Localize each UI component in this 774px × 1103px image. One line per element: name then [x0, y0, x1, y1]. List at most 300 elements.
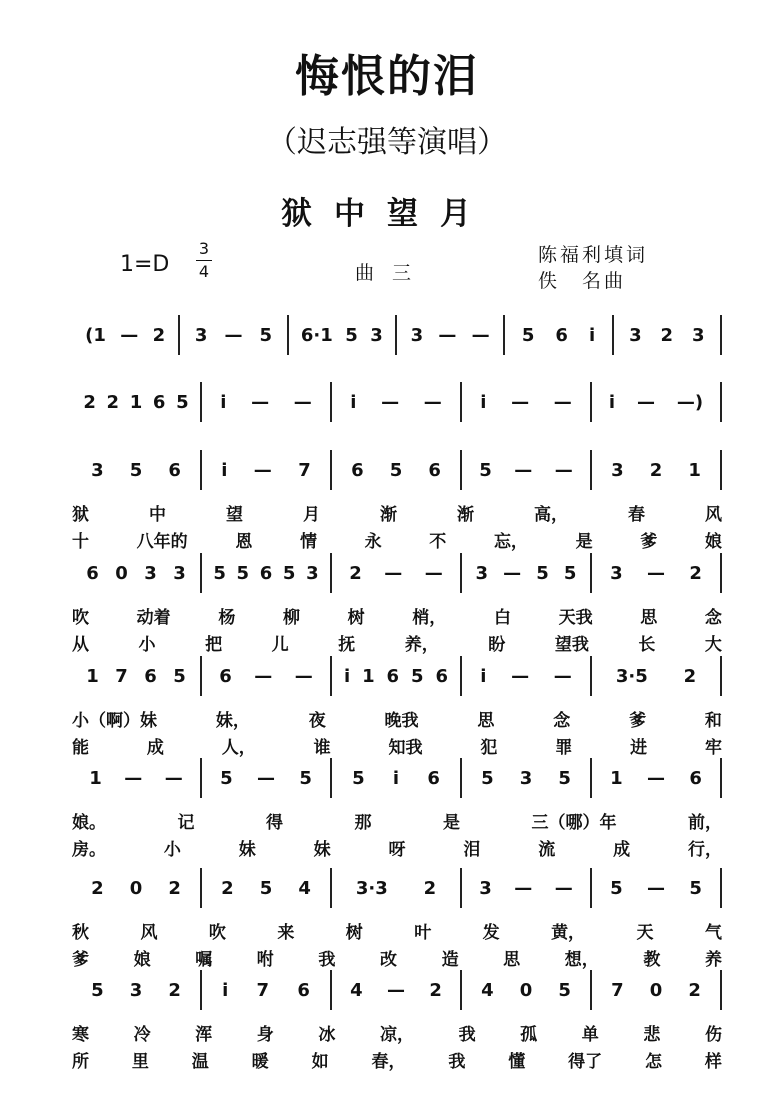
note: —: [553, 665, 572, 687]
lyric-syllable: 来: [277, 923, 295, 943]
note: 5: [689, 877, 702, 899]
note: 3: [479, 877, 492, 899]
album-title: 悔恨的泪: [295, 51, 479, 102]
measure-row: [72, 553, 722, 593]
note: 6: [259, 562, 273, 584]
score-line: [72, 450, 722, 490]
lyric-syllable: 树: [347, 608, 365, 628]
lyric-syllable: 人，: [221, 738, 256, 758]
lyric-syllable: 谁: [313, 738, 331, 758]
note: i: [608, 391, 616, 413]
lyric-syllable: 我: [448, 1052, 466, 1072]
lyric-syllable: 成: [146, 738, 164, 758]
measure-row: [72, 382, 722, 422]
note: 1: [362, 665, 375, 687]
measure: [590, 758, 722, 798]
score-line: [72, 656, 722, 696]
lyric-syllable: 得了: [568, 1052, 603, 1072]
note: —: [511, 391, 530, 413]
note: 4: [481, 979, 494, 1001]
note: 7: [298, 459, 311, 481]
lyric-syllable: 盼: [488, 635, 506, 655]
note: —: [251, 391, 270, 413]
tune-label: 曲三: [355, 262, 430, 284]
measure: [72, 970, 200, 1010]
measure: [200, 553, 330, 593]
note: —: [253, 459, 272, 481]
note: 0: [129, 877, 143, 899]
note: 5: [536, 562, 549, 584]
lyric-syllable: 凉，: [379, 1025, 414, 1045]
lyric-syllable: 爹: [72, 950, 89, 970]
lyric-syllable: 春: [628, 505, 645, 525]
note: 5: [259, 877, 273, 899]
lyric-syllable: 所: [72, 1052, 89, 1072]
lyric-line-1: [72, 1020, 722, 1045]
lyric-syllable: 房。: [72, 840, 106, 860]
measure-row: [72, 315, 722, 355]
note: 6: [86, 562, 99, 584]
lyric-syllable: 想，: [564, 950, 599, 970]
note: 5: [173, 665, 186, 687]
lyric-syllable: 娘: [133, 950, 151, 970]
measure: [460, 868, 590, 908]
note: —: [514, 877, 533, 899]
note: 3: [129, 979, 143, 1001]
score-line: [72, 553, 722, 593]
note: 5: [411, 665, 424, 687]
lyric-syllable: 温: [191, 1052, 209, 1072]
lyric-syllable: 抚: [338, 635, 356, 655]
note: —: [224, 324, 243, 346]
measure: [330, 382, 460, 422]
lyric-syllable: 月: [303, 505, 320, 525]
note: 5: [213, 562, 226, 584]
note: 5: [345, 324, 358, 346]
note: 3: [629, 324, 642, 346]
note: 2: [168, 979, 181, 1001]
note: —: [164, 767, 183, 789]
time-denominator: 4: [198, 262, 210, 281]
lyric-line-2: [72, 630, 722, 655]
lyric-line-1: [72, 500, 722, 525]
measure: [612, 315, 722, 355]
lyric-syllable: 养，: [404, 635, 439, 655]
note: —: [254, 665, 273, 687]
lyric-syllable: 知我: [388, 738, 423, 758]
note: 2: [423, 877, 437, 899]
lyric-line-1: [72, 603, 722, 628]
measure: [200, 868, 330, 908]
note: (1: [85, 324, 106, 346]
measure: [460, 450, 590, 490]
lyric-syllable: 大: [704, 635, 722, 655]
note: 7: [611, 979, 624, 1001]
note: 5: [610, 877, 623, 899]
lyric-syllable: 妹: [238, 840, 256, 860]
note: 6: [555, 324, 568, 346]
measure: [590, 382, 722, 422]
measure: [72, 382, 200, 422]
lyric-syllable: 秋: [72, 923, 89, 943]
lyric-syllable: 念: [553, 711, 571, 731]
lyric-syllable: 是: [575, 532, 593, 552]
note: 1: [86, 665, 99, 687]
lyric-syllable: 爹: [629, 711, 647, 731]
measure-row: [72, 868, 722, 908]
note: 5: [176, 391, 189, 413]
time-numerator: 3: [198, 239, 210, 258]
lyric-syllable: 改: [379, 950, 397, 970]
lyric-syllable: 思: [503, 950, 521, 970]
note: —: [503, 562, 522, 584]
note: 3: [306, 562, 319, 584]
note: 2: [106, 391, 120, 413]
lyric-syllable: 从: [72, 635, 89, 655]
note: i: [480, 391, 487, 413]
note: —: [257, 767, 275, 789]
lyric-syllable: 暖: [251, 1052, 269, 1072]
lyric-syllable: 儿: [271, 635, 289, 655]
note: 2: [688, 979, 701, 1001]
note: i: [222, 979, 229, 1001]
note: 3: [194, 324, 208, 346]
lyric-syllable: 望: [226, 505, 243, 525]
note: 6: [168, 459, 181, 481]
measure-row: [72, 450, 722, 490]
score-line: [72, 758, 722, 798]
note: 3: [691, 324, 705, 346]
measure: [72, 553, 200, 593]
lyric-line-2: [72, 945, 722, 970]
note: 3: [611, 459, 624, 481]
lyricist-credit: 陈福利填词: [538, 244, 649, 266]
lyric-syllable: 造: [441, 950, 459, 970]
lyric-syllable: 妹，: [215, 711, 250, 731]
measure: [200, 758, 330, 798]
note: 2: [349, 562, 362, 584]
note: 0: [649, 979, 663, 1001]
measure: [72, 758, 200, 798]
lyric-syllable: 呀: [388, 840, 406, 860]
lyric-line-1: [72, 706, 722, 731]
lyric-syllable: 风: [140, 923, 158, 943]
lyric-line-2: [72, 733, 722, 758]
note: 3·5: [615, 665, 648, 687]
note: 7: [256, 979, 270, 1001]
lyric-syllable: 中: [149, 505, 166, 525]
measure: [460, 656, 590, 696]
note: 2: [649, 459, 663, 481]
lyric-syllable: 懂: [508, 1052, 526, 1072]
lyric-syllable: 寒: [72, 1025, 89, 1045]
lyric-syllable: 身: [256, 1025, 274, 1045]
note: 6: [689, 767, 702, 789]
lyric-syllable: 十: [72, 532, 89, 552]
note: 4: [298, 877, 311, 899]
lyric-syllable: 永: [364, 532, 382, 552]
note: 5: [563, 562, 577, 584]
note: —: [387, 979, 405, 1001]
measure: [460, 970, 590, 1010]
lyric-syllable: 咐: [256, 950, 274, 970]
note: —: [636, 391, 655, 413]
note: i: [221, 459, 228, 481]
note: 1: [129, 391, 143, 413]
note: 0: [519, 979, 533, 1001]
note: —: [120, 324, 139, 346]
note: 3: [610, 562, 623, 584]
lyric-syllable: 天我: [558, 608, 593, 628]
note: 5: [129, 459, 143, 481]
lyric-syllable: 我: [318, 950, 336, 970]
note: 5: [352, 767, 365, 789]
lyric-syllable: 黄，: [551, 923, 586, 943]
note: 6: [435, 665, 449, 687]
lyric-syllable: 风: [705, 505, 722, 525]
lyric-syllable: 罪: [555, 738, 573, 758]
lyric-syllable: 泪: [463, 840, 481, 860]
lyric-syllable: 晚我: [384, 711, 419, 731]
note: 2: [152, 324, 166, 346]
lyric-line-1: [72, 808, 722, 833]
lyric-syllable: 高，: [534, 505, 568, 525]
note: 6: [219, 665, 232, 687]
lyric-syllable: 教: [643, 950, 661, 970]
lyric-syllable: 和: [704, 711, 722, 731]
note: —: [554, 459, 573, 481]
lyric-syllable: 动着: [136, 608, 171, 628]
note: 5: [521, 324, 535, 346]
lyric-syllable: 牢: [705, 738, 722, 758]
note: 3·3: [355, 877, 388, 899]
lyric-syllable: 吹: [208, 923, 226, 943]
measure: [200, 450, 330, 490]
note: —: [381, 391, 400, 413]
lyric-syllable: 叶: [414, 923, 432, 943]
measure: [590, 450, 722, 490]
lyric-syllable: 养: [704, 950, 722, 970]
measure: [330, 970, 460, 1010]
note: —: [384, 562, 403, 584]
note: 2: [83, 391, 96, 413]
lyric-syllable: 发: [482, 923, 500, 943]
measure: [287, 315, 395, 355]
note: 1: [610, 767, 623, 789]
measure-row: [72, 758, 722, 798]
measure: [590, 553, 722, 593]
lyric-syllable: 渐: [457, 505, 474, 525]
note: 1: [688, 459, 701, 481]
note: —: [293, 391, 312, 413]
measure-row: [72, 970, 722, 1010]
lyric-syllable: 狱: [72, 505, 89, 525]
note: i: [392, 767, 400, 789]
lyric-syllable: 进: [630, 738, 648, 758]
measure: [503, 315, 611, 355]
lyric-syllable: 伤: [704, 1025, 722, 1045]
note: 2: [91, 877, 104, 899]
note: 3: [91, 459, 104, 481]
lyric-syllable: 冰: [318, 1025, 336, 1045]
note: i: [480, 665, 487, 687]
lyric-syllable: 得: [266, 813, 283, 833]
measure: [72, 450, 200, 490]
song-title: 狱中望月: [281, 196, 493, 232]
lyric-syllable: 思: [477, 711, 495, 731]
note: 6: [386, 665, 400, 687]
lyric-syllable: 杨: [218, 608, 236, 628]
note: —: [511, 665, 530, 687]
note: 5: [259, 324, 273, 346]
note: 5: [481, 767, 494, 789]
lyric-syllable: 流: [538, 840, 556, 860]
lyric-syllable: 梢，: [412, 608, 447, 628]
lyric-syllable: 天: [636, 923, 654, 943]
composer-credit: 佚 名曲: [538, 270, 627, 292]
note: 3: [144, 562, 157, 584]
measure-row: [72, 656, 722, 696]
note: 2: [429, 979, 442, 1001]
measure: [72, 315, 178, 355]
note: —: [423, 391, 442, 413]
note: —: [294, 665, 313, 687]
lyric-syllable: 成: [613, 840, 631, 860]
note: —: [554, 877, 573, 899]
score-line: [72, 382, 722, 422]
lyric-syllable: 能: [72, 738, 89, 758]
note: 5: [236, 562, 250, 584]
lyric-syllable: 白: [493, 608, 511, 628]
lyric-line-2: [72, 527, 722, 552]
lyric-syllable: 气: [704, 923, 722, 943]
note: 6: [297, 979, 310, 1001]
note: 5: [389, 459, 403, 481]
measure: [330, 450, 460, 490]
note: 7: [115, 665, 128, 687]
score-line: [72, 315, 722, 355]
note: —: [647, 767, 665, 789]
lyric-syllable: 妹: [313, 840, 331, 860]
lyric-syllable: 情: [299, 532, 317, 552]
note: 6: [144, 665, 157, 687]
note: 2: [689, 562, 702, 584]
lyric-syllable: 冷: [133, 1025, 151, 1045]
lyric-syllable: 怎: [645, 1052, 663, 1072]
lyric-line-1: [72, 918, 722, 943]
measure: [72, 656, 200, 696]
lyric-syllable: 单: [581, 1025, 599, 1045]
measure: [330, 758, 460, 798]
lyric-syllable: 八年的: [136, 532, 188, 552]
note: —: [647, 562, 665, 584]
note: i: [343, 665, 351, 687]
lyric-syllable: 是: [443, 813, 460, 833]
lyric-syllable: 恩: [235, 532, 253, 552]
note: 6·1: [300, 324, 333, 346]
measure: [178, 315, 286, 355]
measure: [460, 758, 590, 798]
measure: [330, 868, 460, 908]
lyric-syllable: 长: [638, 635, 656, 655]
lyric-syllable: 娘: [704, 532, 722, 552]
lyric-syllable: 柳: [282, 608, 300, 628]
lyric-syllable: 小: [138, 635, 156, 655]
lyric-syllable: 吹: [72, 608, 89, 628]
measure: [200, 656, 330, 696]
note: 5: [220, 767, 233, 789]
lyric-syllable: 悲: [643, 1025, 661, 1045]
measure: [72, 868, 200, 908]
lyric-syllable: 不: [429, 532, 447, 552]
note: 4: [350, 979, 363, 1001]
lyric-syllable: 夜: [308, 711, 326, 731]
lyric-syllable: 犯: [480, 738, 498, 758]
note: 3: [173, 562, 186, 584]
lyric-syllable: 望我: [554, 635, 589, 655]
lyric-syllable: 爹: [640, 532, 658, 552]
lyric-syllable: 忘，: [493, 532, 528, 552]
lyric-syllable: 思: [640, 608, 658, 628]
note: 2: [221, 877, 234, 899]
key-signature: 1=D: [120, 252, 170, 277]
note: 1: [89, 767, 102, 789]
time-signature: [196, 240, 212, 281]
note: 6: [152, 391, 166, 413]
note: 5: [558, 979, 571, 1001]
note: 2: [168, 877, 181, 899]
note: 5: [299, 767, 312, 789]
measure: [330, 553, 460, 593]
measure: [590, 656, 722, 696]
note: —: [424, 562, 443, 584]
note: —: [514, 459, 533, 481]
note: —: [553, 391, 572, 413]
note: 3: [370, 324, 383, 346]
lyric-syllable: 那: [354, 813, 372, 833]
note: 5: [91, 979, 104, 1001]
lyric-syllable: 浑: [195, 1025, 213, 1045]
note: 3: [410, 324, 424, 346]
lyric-syllable: 我: [458, 1025, 476, 1045]
measure: [330, 656, 460, 696]
lyric-syllable: 前，: [688, 813, 722, 833]
lyric-syllable: 三（哪）年: [531, 813, 617, 833]
lyric-syllable: 把: [205, 635, 223, 655]
subtitle: （迟志强等演唱）: [267, 125, 507, 160]
note: —): [676, 391, 704, 413]
note: 3: [475, 562, 489, 584]
measure: [460, 553, 590, 593]
note: 6: [428, 459, 441, 481]
note: 3: [519, 767, 533, 789]
note: —: [124, 767, 143, 789]
lyric-syllable: 小（啊）妹: [72, 711, 157, 731]
note: —: [471, 324, 490, 346]
lyric-syllable: 小: [163, 840, 181, 860]
note: 2: [683, 665, 697, 687]
lyric-syllable: 娘。: [72, 813, 106, 833]
lyric-syllable: 渐: [380, 505, 397, 525]
lyric-syllable: 行，: [688, 840, 722, 860]
lyric-syllable: 孤: [520, 1025, 538, 1045]
note: i: [350, 391, 357, 413]
measure: [200, 970, 330, 1010]
score-line: [72, 970, 722, 1010]
measure: [460, 382, 590, 422]
lyric-syllable: 里: [131, 1052, 149, 1072]
note: i: [588, 324, 596, 346]
